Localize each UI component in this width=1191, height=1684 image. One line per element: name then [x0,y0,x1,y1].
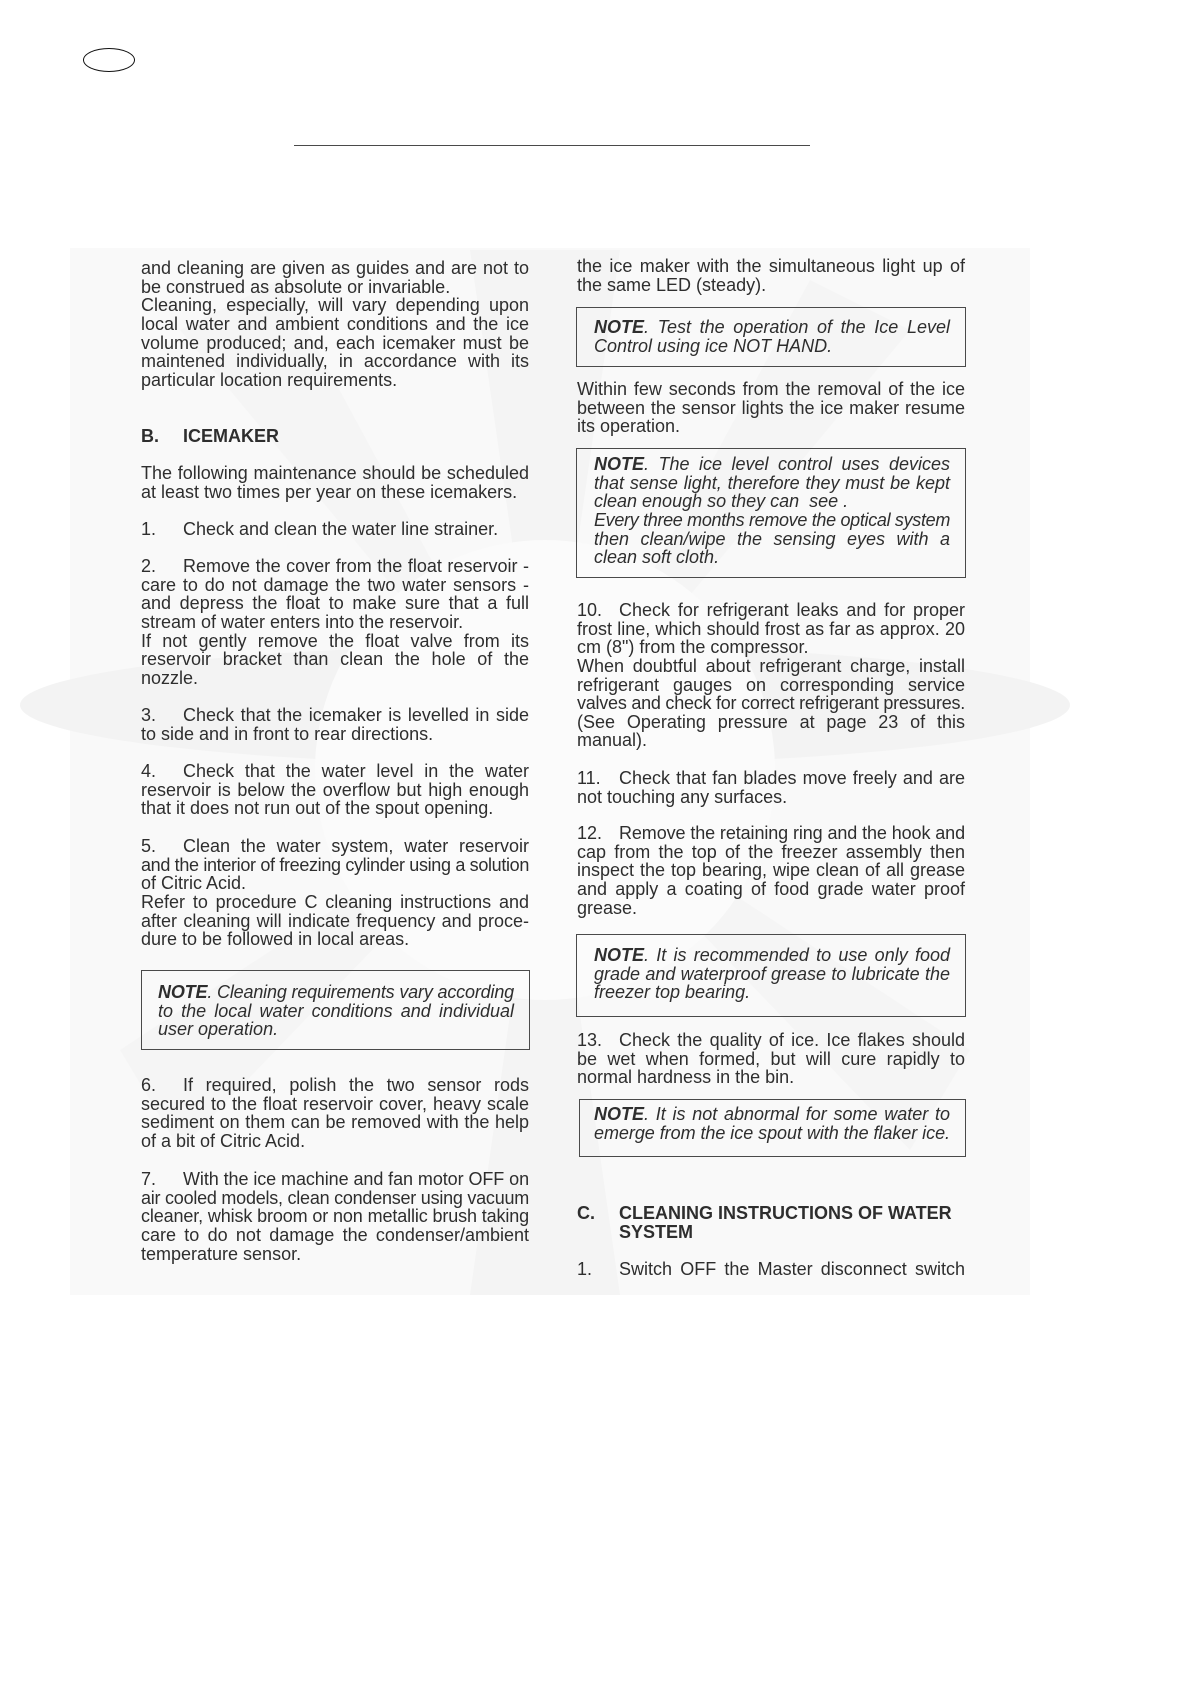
line-content: . The ice level control uses devices [644,454,950,474]
line-text [141,296,529,315]
line-text [141,464,529,483]
line-content: reservoir bracket than clean the hole of the [141,649,529,670]
line-text [141,632,529,651]
line-content: Check that fan blades move freely and are [619,768,965,788]
item-number: 13. [577,1030,603,1050]
line-content: Refer to procedure C cleaning instructions and [141,891,529,912]
text-line [577,788,965,807]
line-content: Remove the cover from the float reservoir - [183,556,529,576]
text-line [577,1068,965,1087]
text-line [141,706,529,725]
line-text [141,1113,529,1132]
line-text [577,1068,794,1087]
maintenance-item-12 [577,824,965,917]
line-text [183,557,529,576]
maintenance-item-3 [141,706,529,743]
continuation-paragraph [577,257,965,294]
section-title: ICEMAKER [183,426,280,446]
line-text [577,861,965,880]
line-content: clean enough so they can see . [594,491,849,512]
line-content: care to do not damage the condenser/ambient [141,1224,529,1245]
item-number: 1. [141,519,157,539]
line-content: that it does not run out of the spout opening. [141,798,494,819]
line-text [577,276,766,295]
text-line [141,799,529,818]
line-content: refrigerant gauges on corresponding service [577,674,965,695]
item-number: 4. [141,761,157,781]
line-content: Check that the icemaker is levelled in side [183,705,529,725]
line-content: of a bit of Citric Acid. [141,1130,306,1151]
line-content: grease. [577,897,638,918]
text-line [141,856,529,875]
text-line [141,576,529,595]
line-text [594,318,950,337]
line-text [594,548,719,567]
text-line [158,983,514,1002]
right-column [577,0,965,1684]
line-content: to side and in front to rear directions. [141,723,434,744]
text-line [141,669,529,688]
maintenance-item-4 [141,762,529,818]
item-number: 2. [141,556,157,576]
text-line [577,899,965,918]
note-box-test [576,307,966,367]
line-text [141,334,529,353]
text-line [577,657,965,676]
text-line [141,893,529,912]
text-line [577,1050,965,1069]
line-content: not touching any surfaces. [577,786,788,807]
line-content: its operation. [577,416,681,437]
line-text [141,725,433,744]
line-text [594,530,950,549]
line-content: the ice maker with the simultaneous light up of [577,256,965,276]
line-text [141,576,529,595]
text-line [577,843,965,862]
text-line [577,257,965,276]
text-line [577,1260,965,1279]
line-text [141,1132,305,1151]
line-content: volume produced; and, each icemaker must be [141,332,529,353]
section-heading-c [577,1204,965,1241]
text-line [594,455,950,474]
text-line [141,650,529,669]
line-content: If not gently remove the float valve from its [141,630,529,651]
maintenance-item-11 [577,769,965,806]
line-text [141,352,529,371]
line-text [141,669,198,688]
line-content: Check the quality of ice. Ice flakes should [619,1030,965,1050]
text-line [577,676,965,695]
line-text [141,1245,301,1264]
section-letter: C. [577,1203,595,1223]
line-text [141,856,529,875]
line-text [183,706,529,725]
line-text [577,713,965,732]
line-content: local water and ambient conditions and the ice [141,313,529,334]
line-content: Clean the water system, water reservoir [183,836,529,856]
left-column [141,0,529,1684]
line-text [594,492,848,511]
line-text [577,417,680,436]
section-heading-b [141,427,529,446]
text-line [141,259,529,278]
text-line [158,1020,514,1039]
note-label: NOTE [594,454,645,474]
note-box-sensor [576,448,966,578]
text-line [141,874,529,893]
line-content: to the local water conditions and individual [158,1000,514,1021]
line-text [619,824,965,843]
line-text [141,799,493,818]
maintenance-item-10 [577,601,965,750]
line-text [183,520,498,539]
line-content: (See Operating pressure at page 23 of this [577,711,965,732]
line-content: frost line, which should frost as far as approx. 20 [577,618,965,639]
text-line [141,1245,529,1264]
text-line [141,483,529,502]
line-content: grade and waterproof grease to lubricate the [594,963,950,984]
line-text [619,1260,965,1279]
line-text [577,620,965,639]
line-content: Every three months remove the optical system [594,509,950,530]
text-line [577,880,965,899]
text-line [141,1207,529,1226]
text-line [594,511,950,530]
line-content: after cleaning will indicate frequency and proce- [141,910,529,931]
schedule-paragraph [141,464,529,501]
line-content: . Test the operation of the Ice Level [644,317,950,337]
line-content: If required, polish the two sensor rods [183,1075,529,1095]
line-text [577,399,965,418]
line-content: sediment on them can be removed with the help [141,1112,529,1133]
text-line [141,1189,529,1208]
line-content: . It is not abnormal for some water to [644,1104,950,1124]
line-content: cap from the top of the freezer assembly then [577,841,965,862]
line-text [577,899,637,918]
line-content: cleaner, whisk broom or non metallic brush taking [141,1206,529,1227]
maintenance-item-13 [577,1031,965,1087]
text-line [141,930,529,949]
note-box-cleaning [141,970,530,1050]
text-line [594,1105,950,1124]
line-content: of Citric Acid. [141,873,247,894]
text-line [577,731,965,750]
line-text [158,1002,514,1021]
line-content: reservoir is below the overflow but high enough [141,779,529,800]
text-line [141,725,529,744]
line-text [594,455,950,474]
note-box-grease [576,934,966,1017]
line-text [141,930,409,949]
text-line [594,965,950,984]
line-content: clean soft cloth. [594,547,720,568]
text-line [577,694,965,713]
text-line [141,278,529,297]
text-line [577,276,965,295]
text-line [577,713,965,732]
line-text [577,843,965,862]
text-line [141,613,529,632]
text-line [141,912,529,931]
text-line [141,1226,529,1245]
text-line [577,399,965,418]
text-line [577,601,965,620]
resume-paragraph [577,380,965,436]
maintenance-item-6 [141,1076,529,1151]
line-text [594,1105,950,1124]
text-line [577,1031,965,1050]
text-line [141,296,529,315]
note-label: NOTE [594,1104,645,1124]
note-label: NOTE [158,982,208,1002]
line-text [577,657,965,676]
text-line [594,318,950,337]
text-line [141,762,529,781]
line-text [141,874,246,893]
line-content: maintened individually, in accordance with its [141,351,529,372]
line-content: between the sensor lights the ice maker resume [577,397,965,418]
note-label: NOTE [594,945,645,965]
text-line [141,371,529,390]
text-line [594,474,950,493]
text-line [577,769,965,788]
maintenance-item-5 [141,837,529,949]
line-text [183,837,529,856]
line-text [577,380,965,399]
text-line [141,594,529,613]
line-content: When doubtful about refrigerant charge, install [577,655,965,676]
line-content: emerge from the ice spout with the flaker ice. [594,1122,950,1143]
line-text [619,601,965,620]
text-line [141,837,529,856]
line-content: freezer top bearing. [594,982,751,1003]
line-content: The following maintenance should be scheduled [141,463,529,483]
text-line [141,1132,529,1151]
section-letter: B. [141,426,159,446]
note-box-water [579,1099,966,1157]
line-text [577,694,965,713]
note-label: NOTE [594,317,645,337]
line-content: stream of water enters into the reservoir. [141,611,464,632]
line-text [577,257,965,276]
line-text [141,1189,529,1208]
line-text [594,337,832,356]
text-line [594,946,950,965]
line-content: Within few seconds from the removal of the ice [577,379,965,399]
section-title-line: CLEANING INSTRUCTIONS OF WATER [619,1203,952,1223]
line-content: dure to be followed in local areas. [141,929,410,950]
line-text [619,769,965,788]
line-text [141,1095,529,1114]
maintenance-item-7 [141,1170,529,1263]
text-line [141,557,529,576]
line-text [141,594,529,613]
line-content: at least two times per year on these icemakers. [141,481,518,502]
line-content: temperature sensor. [141,1243,302,1264]
text-line [141,315,529,334]
line-text [141,259,529,278]
line-content: inspect the top bearing, wipe clean of all grease [577,860,965,881]
line-content: that sense light, therefore they must be kept [594,472,950,493]
line-text [577,676,965,695]
line-text [141,912,529,931]
text-line [594,337,950,356]
text-line [594,530,950,549]
text-line [594,492,950,511]
line-text [183,1170,529,1189]
text-line [594,983,950,1002]
text-line [141,352,529,371]
text-line [594,1124,950,1143]
line-content: and cleaning are given as guides and are not to [141,258,529,278]
line-content: air cooled models, clean condenser using vacuum [141,1187,529,1208]
text-line [141,520,529,539]
text-line [577,824,965,843]
line-text [594,965,950,984]
line-text [594,511,950,530]
line-text [141,781,529,800]
item-number: 6. [141,1075,157,1095]
line-content: Check that the water level in the water [183,761,529,781]
line-content: Cleaning, especially, will vary depending upon [141,295,529,316]
line-content: and apply a coating of food grade water proof [577,878,965,899]
text-line [141,464,529,483]
text-line [577,620,965,639]
line-content: Check for refrigerant leaks and for proper [619,600,965,620]
line-content: Control using ice NOT HAND. [594,335,833,356]
line-text [141,315,529,334]
line-text [594,946,950,965]
text-line [577,380,965,399]
maintenance-item-2 [141,557,529,687]
line-text [158,1020,278,1039]
line-content: be construed as absolute or invariable. [141,276,451,297]
cleaning-step-1 [577,1260,965,1279]
text-line [141,632,529,651]
item-number: 10. [577,600,603,620]
text-line [577,861,965,880]
page-marker-oval [83,48,135,72]
item-number: 3. [141,705,157,725]
line-content: nozzle. [141,667,199,688]
line-content: With the ice machine and fan motor OFF on [183,1169,529,1189]
text-line [577,638,965,657]
line-content: then clean/wipe the sensing eyes with a [594,528,950,549]
line-content: . It is recommended to use only food [644,945,950,965]
line-text [577,1050,965,1069]
line-content: care to do not damage the two water sensors - [141,574,529,595]
line-content: valves and check for correct refrigerant pressures. [577,693,965,714]
text-line [141,1170,529,1189]
line-text [141,483,517,502]
line-content: and the interior of freezing cylinder using a solution [141,854,529,875]
line-content: normal hardness in the bin. [577,1067,795,1088]
line-content: particular location requirements. [141,369,398,390]
line-text [141,650,529,669]
line-content: Switch OFF the Master disconnect switch [619,1259,965,1279]
line-text [594,983,750,1002]
line-text [577,731,647,750]
line-content: user operation. [158,1019,279,1040]
line-text [619,1031,965,1050]
text-line [594,548,950,567]
text-line [141,334,529,353]
line-content: Check and clean the water line strainer. [183,519,499,539]
item-number: 1. [577,1259,593,1279]
intro-paragraph [141,259,529,389]
section-title-line: SYSTEM [619,1221,694,1242]
line-content: the same LED (steady). [577,274,767,295]
item-number: 5. [141,836,157,856]
line-text [183,762,529,781]
line-text [183,1076,529,1095]
line-content: and depress the float to make sure that a full [141,593,529,614]
line-content: be wet when formed, but will cure rapidly to [577,1048,965,1069]
line-text [141,1226,529,1245]
text-line [141,1076,529,1095]
item-number: 12. [577,823,603,843]
line-text [594,1124,950,1143]
line-text [577,880,965,899]
line-text [141,893,529,912]
line-text [577,788,787,807]
item-number: 7. [141,1169,157,1189]
line-text [141,278,450,297]
line-content: manual). [577,730,648,751]
text-line [158,1002,514,1021]
line-text [141,371,397,390]
text-line [141,1113,529,1132]
text-line [577,417,965,436]
line-content: secured to the float reservoir cover, heavy scale [141,1093,529,1114]
line-text [141,1207,529,1226]
line-content: . Cleaning requirements vary according [207,982,514,1002]
line-text [577,638,808,657]
maintenance-item-1 [141,520,529,539]
line-text [594,474,950,493]
line-content: cm (8") from the compressor. [577,637,809,658]
line-content: Remove the retaining ring and the hook and [619,823,965,843]
text-line [141,1095,529,1114]
item-number: 11. [577,768,601,788]
text-line [141,781,529,800]
line-text [158,983,514,1002]
line-text [141,613,463,632]
